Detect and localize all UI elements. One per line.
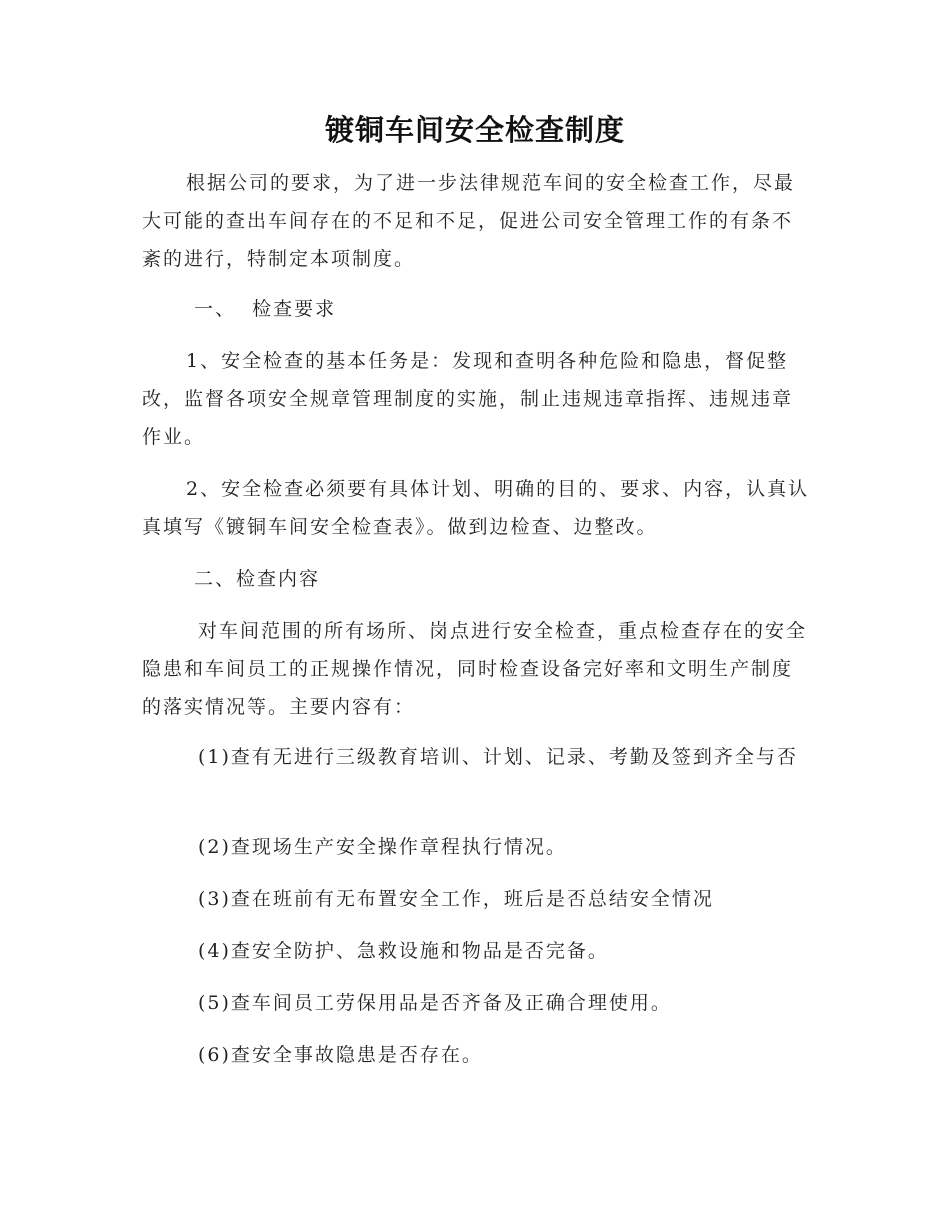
intro-paragraph: 根据公司的要求，为了进一步法律规范车间的安全检查工作，尽最大可能的查出车间存在的不足和不足，促进公司安全管理工作的有条不紊的进行，特制定本项制度。 <box>142 172 796 270</box>
content-item-3: (3)查在班前有无布置安全工作，班后是否总结安全情况 <box>198 888 714 910</box>
content-intro-paragraph: 对车间范围的所有场所、岗点进行安全检查，重点检查存在的安全隐患和车间员工的正规操作情况，同时检查设备完好率和文明生产制度的落实情况等。主要内容有： <box>142 620 808 718</box>
section-heading-requirements: 一、 检查要求 <box>194 298 337 320</box>
requirement-item-1: 1、安全检查的基本任务是：发现和查明各种危险和隐患，督促整改，监督各项安全规章管理制度的实施，制止违规违章指挥、违规违章作业。 <box>142 350 794 448</box>
section-heading-content: 二、检查内容 <box>194 568 321 590</box>
document-title: 镀铜车间安全检查制度 <box>324 113 625 147</box>
content-item-1: (1)查有无进行三级教育培训、计划、记录、考勤及签到齐全与否 <box>198 746 798 768</box>
requirement-item-2: 2、安全检查必须要有具体计划、明确的目的、要求、内容，认真认真填写《镀铜车间安全检查表》。做到边检查、边整改。 <box>142 478 810 538</box>
content-item-4: (4)查安全防护、急救设施和物品是否完备。 <box>198 940 609 962</box>
content-item-6: (6)查安全事故隐患是否存在。 <box>198 1044 483 1066</box>
content-item-5: (5)查车间员工劳保用品是否齐备及正确合理使用。 <box>198 992 672 1014</box>
content-item-2: (2)查现场生产安全操作章程执行情况。 <box>198 836 567 858</box>
